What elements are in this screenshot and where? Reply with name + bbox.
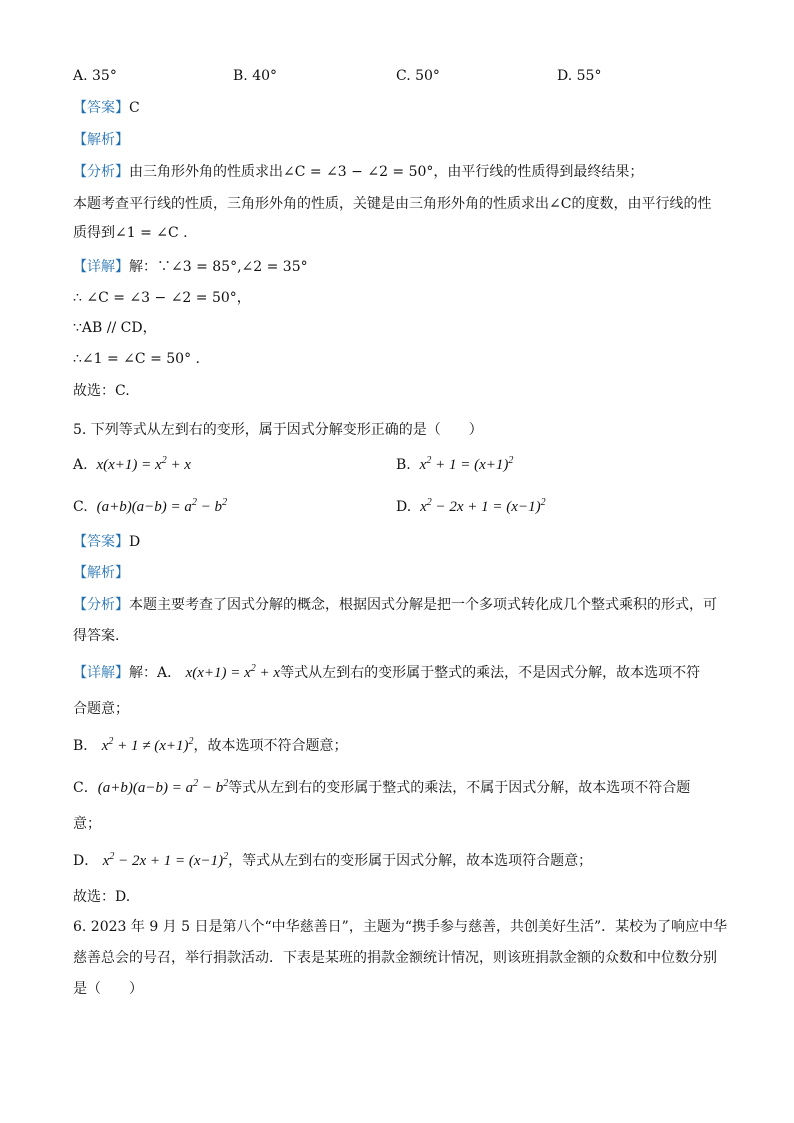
q5-option-c <box>73 497 227 517</box>
option-label: D. <box>396 499 412 515</box>
option-math: $x^2 - 2x + 1 = (x-1)^2$ <box>420 497 546 515</box>
option-label: C. <box>73 499 88 515</box>
xiangjie-d-prefix: D． <box>73 853 99 869</box>
q4-answer-line <box>73 98 140 118</box>
q4-option-b: B. 40° <box>233 68 278 84</box>
xiangjie-a-text: 等式从左到右的变形属于整式的乘法，不是因式分解，故本选项不符 <box>280 665 701 681</box>
q4-xiangjie-4: ∴∠1 = ∠C = 50° . <box>73 351 200 367</box>
q5-option-d <box>396 497 546 517</box>
q6-stem-1: 6. 2023 年 9 月 5 日是第八个“中华慈善日”，主题为“携手参与慈善，共创美好生活”．某校为了响应中华 <box>73 919 728 935</box>
option-label: B. <box>396 457 411 473</box>
q4-xiangjie-2: ∴ ∠C = ∠3 − ∠2 = 50°， <box>73 290 251 306</box>
q5-analysis-tag <box>73 563 129 583</box>
q6-stem-3: 是（ ） <box>73 981 143 997</box>
q5-xiangjie-c-2: 意； <box>73 816 101 832</box>
q5-xiangjie-a <box>73 663 700 683</box>
option-math: $x(x+1) = x^2 + x$ <box>96 455 191 473</box>
q5-xiangjie-a-2: 合题意； <box>73 701 129 717</box>
q5-fenxi-2: 得答案. <box>73 628 120 644</box>
analysis-tag: 【解析】 <box>73 132 129 148</box>
q4-fenxi-line <box>73 162 643 182</box>
xiangjie-tag: 【详解】 <box>73 665 129 681</box>
q5-xiangjie-c <box>73 778 690 798</box>
q5-conclusion: 故选：D. <box>73 889 131 905</box>
q4-analysis-tag <box>73 130 129 150</box>
xiangjie-a-prefix: 解：A． <box>129 665 182 681</box>
q4-xiangjie-1: 解：∵∠3 = 85°,∠2 = 35° <box>129 259 308 275</box>
q4-summary-1: 本题考查平行线的性质，三角形外角的性质，关键是由三角形外角的性质求出∠C的度数，由平行线的性 <box>73 196 712 212</box>
q6-stem-2: 慈善总会的号召，举行捐款活动．下表是某班的捐款金额统计情况，则该班捐款金额的众数和中位数分别 <box>73 950 717 966</box>
option-label: A. <box>73 457 88 473</box>
answer-tag: 【答案】 <box>73 100 129 116</box>
fenxi-tag: 【分析】 <box>73 164 129 180</box>
answer-tag: 【答案】 <box>73 534 129 550</box>
xiangjie-a-math: $x(x+1) = x^2 + x$ <box>185 663 281 681</box>
xiangjie-c-text: 等式从左到右的变形属于整式的乘法，不属于因式分解，故本选项不符合题 <box>228 780 691 796</box>
xiangjie-d-text: ，等式从左到右的变形属于因式分解，故本选项符合题意； <box>228 853 593 869</box>
option-math: $(a+b)(a-b) = a^2 - b^2$ <box>96 497 228 515</box>
q4-xiangjie-line <box>73 257 308 277</box>
q5-option-b <box>396 455 513 475</box>
xiangjie-c-prefix: C． <box>73 780 98 796</box>
q4-option-d: D. 55° <box>557 68 602 84</box>
xiangjie-b-prefix: B． <box>73 738 98 754</box>
q4-conclusion: 故选：C. <box>73 383 130 399</box>
xiangjie-tag: 【详解】 <box>73 259 129 275</box>
q5-option-a <box>73 455 191 475</box>
q4-xiangjie-3: ∵AB // CD， <box>73 320 157 336</box>
q4-answer: C <box>129 100 140 116</box>
xiangjie-b-math: $x^2 + 1 \ne (x+1)^2$ <box>101 736 194 754</box>
q5-answer-line <box>73 532 140 552</box>
q4-summary-2: 质得到∠1 = ∠C . <box>73 225 188 241</box>
q4-option-c: C. 50° <box>396 68 440 84</box>
q4-fenxi-text: 由三角形外角的性质求出∠C = ∠3 − ∠2 = 50°，由平行线的性质得到最终结果； <box>129 164 644 180</box>
q5-fenxi-1: 本题主要考查了因式分解的概念，根据因式分解是把一个多项式转化成几个整式乘积的形式，可 <box>129 597 717 613</box>
q5-xiangjie-d <box>73 851 592 871</box>
q5-xiangjie-b <box>73 736 348 756</box>
q4-option-a: A. 35° <box>73 68 117 84</box>
fenxi-tag: 【分析】 <box>73 597 129 613</box>
q5-answer: D <box>129 534 141 550</box>
xiangjie-d-math: $x^2 - 2x + 1 = (x-1)^2$ <box>102 851 229 869</box>
q5-fenxi-line <box>73 595 717 615</box>
xiangjie-b-text: ，故本选项不符合题意； <box>193 738 348 754</box>
option-math: $x^2 + 1 = (x+1)^2$ <box>419 455 514 473</box>
xiangjie-c-math: $(a+b)(a-b) = a^2 - b^2$ <box>97 778 229 796</box>
q5-stem: 5. 下列等式从左到右的变形，属于因式分解变形正确的是（ ） <box>73 422 483 438</box>
analysis-tag: 【解析】 <box>73 565 129 581</box>
